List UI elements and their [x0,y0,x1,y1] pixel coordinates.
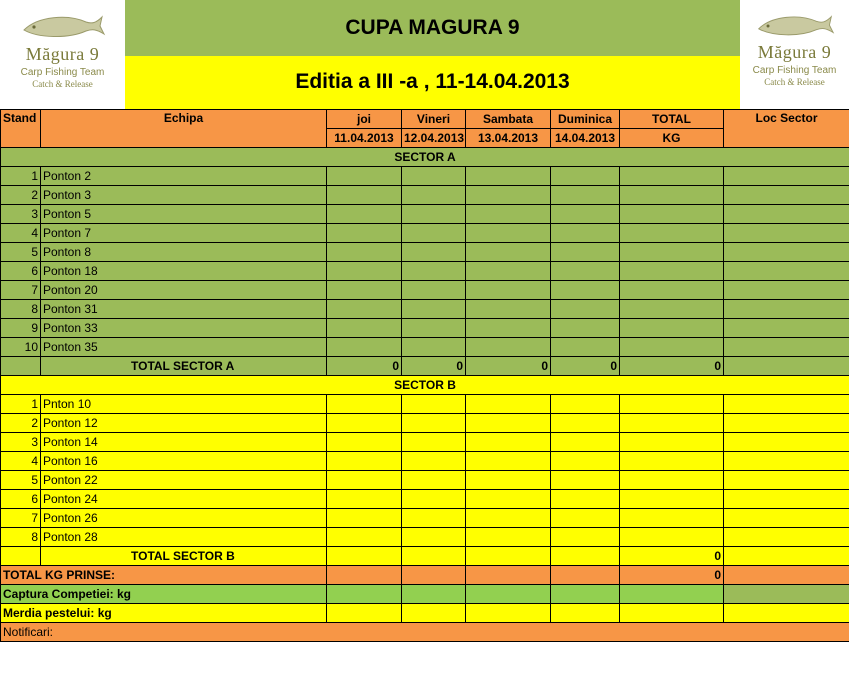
score-cell[interactable] [620,490,724,509]
date-duminica: 14.04.2013 [551,129,620,148]
team-name: Ponton 24 [41,490,327,509]
stand-number: 10 [1,338,41,357]
score-cell[interactable] [620,471,724,490]
team-name: Ponton 33 [41,319,327,338]
score-cell[interactable] [551,167,620,186]
sector_b-row [1,414,849,433]
score-cell[interactable] [551,243,620,262]
score-cell[interactable] [551,319,620,338]
sector-b-total-label: TOTAL SECTOR B [41,547,327,566]
team-name: Ponton 31 [41,300,327,319]
carp-logo-icon [20,12,106,42]
team-name: Ponton 35 [41,338,327,357]
col-vineri: Vineri [402,110,466,129]
stand-number: 4 [1,224,41,243]
logo-team: Carp Fishing Team [752,65,837,76]
score-cell[interactable] [466,319,551,338]
score-cell[interactable] [327,300,402,319]
score-cell[interactable] [327,224,402,243]
team-name: Ponton 26 [41,509,327,528]
score-cell[interactable] [466,300,551,319]
score-cell[interactable] [551,281,620,300]
score-cell[interactable] [466,186,551,205]
score-cell[interactable] [402,452,466,471]
score-cell[interactable] [466,509,551,528]
sector_b-row [1,490,849,509]
score-cell[interactable] [466,205,551,224]
sector_a-row [1,319,849,338]
team-name: Ponton 7 [41,224,327,243]
sector_a-row [1,186,849,205]
total-kg-label: TOTAL KG PRINSE: [1,566,327,585]
score-cell[interactable] [724,243,849,262]
score-cell[interactable] [402,167,466,186]
score-cell[interactable] [620,243,724,262]
score-cell[interactable] [402,471,466,490]
score-cell[interactable] [724,281,849,300]
score-cell[interactable] [551,300,620,319]
score-cell[interactable] [402,433,466,452]
sector-a-total-sambata[interactable]: 0 [466,357,551,376]
stand-number: 7 [1,281,41,300]
captura-label: Captura Competiei: kg [1,585,327,604]
score-cell[interactable] [620,528,724,547]
total-kg-row [1,566,849,585]
sector_a-row [1,224,849,243]
sector-a-rows [1,167,849,357]
score-cell[interactable] [327,243,402,262]
carp-logo-icon [755,12,835,40]
score-cell[interactable] [327,167,402,186]
score-cell[interactable] [620,452,724,471]
sector-b-total-row [1,547,849,566]
score-cell[interactable] [327,414,402,433]
date-joi: 11.04.2013 [327,129,402,148]
stand-number: 2 [1,186,41,205]
score-cell[interactable] [466,338,551,357]
sector_a-row [1,338,849,357]
score-cell[interactable] [551,528,620,547]
captura-row [1,585,849,604]
team-name: Ponton 12 [41,414,327,433]
score-cell[interactable] [327,281,402,300]
stand-number: 6 [1,490,41,509]
team-name: Ponton 16 [41,452,327,471]
score-cell[interactable] [620,319,724,338]
score-cell[interactable] [724,395,849,414]
score-cell[interactable] [724,433,849,452]
logo-team: Carp Fishing Team [20,67,105,78]
score-cell[interactable] [466,433,551,452]
sector-b-label: SECTOR B [1,376,849,395]
team-name: Ponton 8 [41,243,327,262]
score-cell[interactable] [724,205,849,224]
score-cell[interactable] [551,338,620,357]
score-cell[interactable] [724,490,849,509]
page-title: CUPA MAGURA 9 [125,0,740,56]
team-name: Ponton 5 [41,205,327,224]
score-cell[interactable] [620,414,724,433]
score-cell[interactable] [466,528,551,547]
stand-number: 7 [1,509,41,528]
score-cell[interactable] [620,300,724,319]
col-duminica: Duminica [551,110,620,129]
team-name: Ponton 20 [41,281,327,300]
stand-number: 5 [1,243,41,262]
score-cell[interactable] [620,338,724,357]
score-cell[interactable] [402,300,466,319]
score-cell[interactable] [551,414,620,433]
score-cell[interactable] [620,281,724,300]
score-cell[interactable] [466,490,551,509]
logo-right [740,0,849,109]
score-cell[interactable] [327,452,402,471]
score-cell[interactable] [551,490,620,509]
col-stand: Stand [1,110,41,148]
score-cell[interactable] [402,186,466,205]
stand-number: 4 [1,452,41,471]
sector_b-row [1,395,849,414]
score-cell[interactable] [327,186,402,205]
score-cell[interactable] [724,167,849,186]
sector-a-total-vineri[interactable]: 0 [402,357,466,376]
score-cell[interactable] [402,490,466,509]
sector-a-label: SECTOR A [1,148,849,167]
sector-b-rows [1,395,849,547]
sector_a-row [1,300,849,319]
col-sambata: Sambata [466,110,551,129]
score-cell[interactable] [402,414,466,433]
stand-number: 6 [1,262,41,281]
score-cell[interactable] [466,224,551,243]
score-cell[interactable] [402,338,466,357]
score-cell[interactable] [551,224,620,243]
score-cell[interactable] [620,395,724,414]
score-cell[interactable] [620,205,724,224]
sector_a-row [1,262,849,281]
notificari-label[interactable]: Notificari: [1,623,849,642]
score-cell[interactable] [620,224,724,243]
score-cell[interactable] [402,224,466,243]
score-cell[interactable] [724,452,849,471]
sector_b-row [1,452,849,471]
score-cell[interactable] [466,167,551,186]
sector-a-total-row [1,357,849,376]
score-cell[interactable] [402,243,466,262]
score-cell[interactable] [620,509,724,528]
score-cell[interactable] [724,300,849,319]
score-cell[interactable] [466,452,551,471]
col-loc-sector: Loc Sector [724,110,849,148]
sector_a-row [1,205,849,224]
score-cell[interactable] [402,262,466,281]
team-name: Ponton 3 [41,186,327,205]
page-subtitle: Editia a III -a , 11-14.04.2013 [125,56,740,109]
score-cell[interactable] [327,433,402,452]
score-cell[interactable] [551,452,620,471]
date-vineri: 12.04.2013 [402,129,466,148]
score-cell[interactable] [724,338,849,357]
team-name: Ponton 18 [41,262,327,281]
score-cell[interactable] [327,262,402,281]
stand-number: 2 [1,414,41,433]
media-row [1,604,849,623]
score-cell[interactable] [724,319,849,338]
header-row [1,110,849,129]
sector_b-row [1,528,849,547]
sector-a-total-kg[interactable]: 0 [620,357,724,376]
results-table [0,109,849,642]
score-cell[interactable] [327,471,402,490]
sector_a-row [1,243,849,262]
score-cell[interactable] [551,262,620,281]
sector_b-row [1,471,849,490]
score-cell[interactable] [402,528,466,547]
score-cell[interactable] [466,414,551,433]
logo-brand: Măgura 9 [757,42,832,62]
stand-number: 5 [1,471,41,490]
score-cell[interactable] [402,319,466,338]
col-joi: joi [327,110,402,129]
score-cell[interactable] [402,395,466,414]
score-cell[interactable] [402,509,466,528]
logo-left [0,0,125,109]
score-cell[interactable] [620,186,724,205]
sector-b-header [1,376,849,395]
score-cell[interactable] [327,528,402,547]
score-cell[interactable] [466,262,551,281]
score-cell[interactable] [724,186,849,205]
score-cell[interactable] [327,338,402,357]
score-cell[interactable] [466,471,551,490]
team-name: Ponton 2 [41,167,327,186]
sector-a-total-label: TOTAL SECTOR A [41,357,327,376]
score-cell[interactable] [402,205,466,224]
sector_b-row [1,433,849,452]
stand-number: 1 [1,167,41,186]
sector_b-row [1,509,849,528]
score-cell[interactable] [402,281,466,300]
media-label: Merdia pestelui: kg [1,604,327,623]
col-total: TOTAL [620,110,724,129]
stand-number: 3 [1,433,41,452]
sector_a-row [1,281,849,300]
logo-brand: Măgura 9 [25,44,100,64]
total-kg-value[interactable]: 0 [620,566,724,585]
score-cell[interactable] [466,281,551,300]
score-cell[interactable] [551,395,620,414]
logo-tagline: Catch & Release [764,77,825,87]
team-name: Ponton 14 [41,433,327,452]
score-cell[interactable] [724,262,849,281]
score-cell[interactable] [551,186,620,205]
stand-number: 1 [1,395,41,414]
sector-a-header [1,148,849,167]
score-cell[interactable] [327,319,402,338]
score-cell[interactable] [724,471,849,490]
score-cell[interactable] [620,433,724,452]
team-name: Ponton 22 [41,471,327,490]
score-cell[interactable] [327,205,402,224]
score-cell[interactable] [724,509,849,528]
notificari-row [1,623,849,642]
score-cell[interactable] [724,528,849,547]
team-name: Ponton 28 [41,528,327,547]
score-cell[interactable] [551,509,620,528]
score-cell[interactable] [466,243,551,262]
team-name: Pnton 10 [41,395,327,414]
score-cell[interactable] [724,414,849,433]
sector-a-total-joi[interactable]: 0 [327,357,402,376]
sector-a-total-duminica[interactable]: 0 [551,357,620,376]
stand-number: 8 [1,300,41,319]
score-cell[interactable] [724,224,849,243]
sector_a-row [1,167,849,186]
score-cell[interactable] [466,395,551,414]
score-cell[interactable] [551,471,620,490]
score-cell[interactable] [620,262,724,281]
score-cell[interactable] [620,167,724,186]
stand-number: 3 [1,205,41,224]
sector-b-total-kg[interactable]: 0 [620,547,724,566]
score-cell[interactable] [327,509,402,528]
logo-tagline: Catch & Release [32,79,93,89]
col-echipa: Echipa [41,110,327,148]
score-cell[interactable] [327,395,402,414]
total-unit: KG [620,129,724,148]
score-cell[interactable] [551,433,620,452]
stand-number: 8 [1,528,41,547]
stand-number: 9 [1,319,41,338]
date-sambata: 13.04.2013 [466,129,551,148]
score-cell[interactable] [327,490,402,509]
score-cell[interactable] [551,205,620,224]
